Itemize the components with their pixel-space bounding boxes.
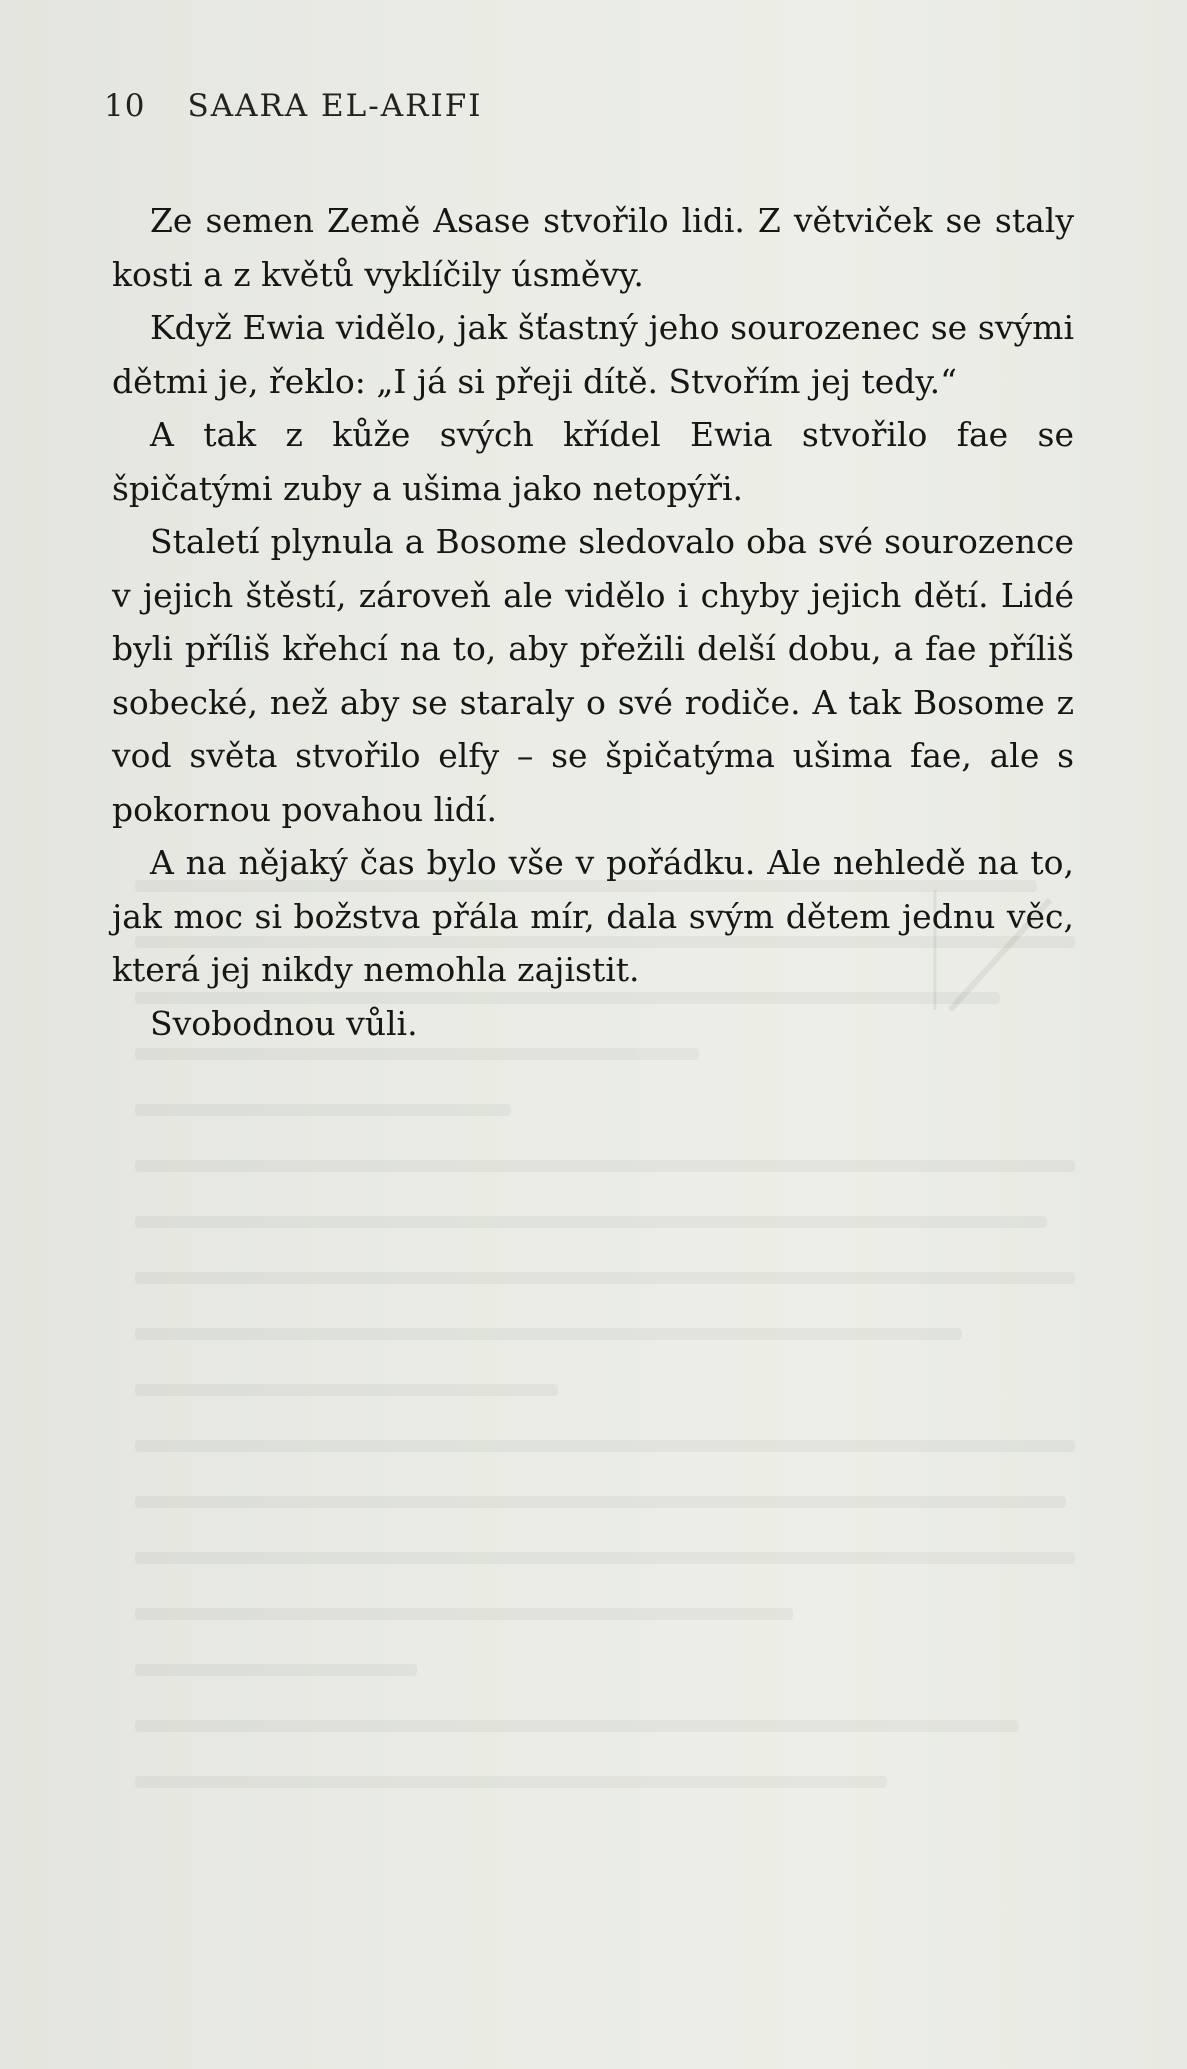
paragraph-2: Když Ewia vidělo, jak šťastný jeho sourozenec se svými dětmi je, řeklo: „I já si přeji dítě. Stvořím jej tedy.“ <box>112 308 1074 401</box>
main-text <box>112 194 1074 1050</box>
running-header <box>104 88 482 124</box>
paragraph-4: Staletí plynula a Bosome sledovalo oba své sourozence v jejich štěstí, zároveň ale vidělo i chyby jejich dětí. Lidé byli příliš křehcí na to, aby přežili delší dobu, a fae příliš sobecké, než aby se staraly o své rodiče. A tak Bosome z vod světa stvořilo elfy – se špičatýma ušima fae, ale s pokornou povahou lidí. <box>112 522 1074 829</box>
paragraph-5: A na nějaký čas bylo vše v pořádku. Ale nehledě na to, jak moc si božstva přála mír, dala svým dětem jednu věc, která jej nikdy nemohla zajistit. <box>112 843 1074 989</box>
author-name: SAARA EL-ARIFI <box>187 88 483 124</box>
paragraph-6: Svobodnou vůli. <box>150 1003 418 1043</box>
paragraph-1: Ze semen Země Asase stvořilo lidi. Z větviček se staly kosti a z květů vyklíčily úsměvy. <box>112 201 1074 294</box>
paragraph-3: A tak z kůže svých křídel Ewia stvořilo fae se špičatými zuby a ušima jako netopýři. <box>112 415 1074 508</box>
page-number: 10 <box>104 88 146 124</box>
